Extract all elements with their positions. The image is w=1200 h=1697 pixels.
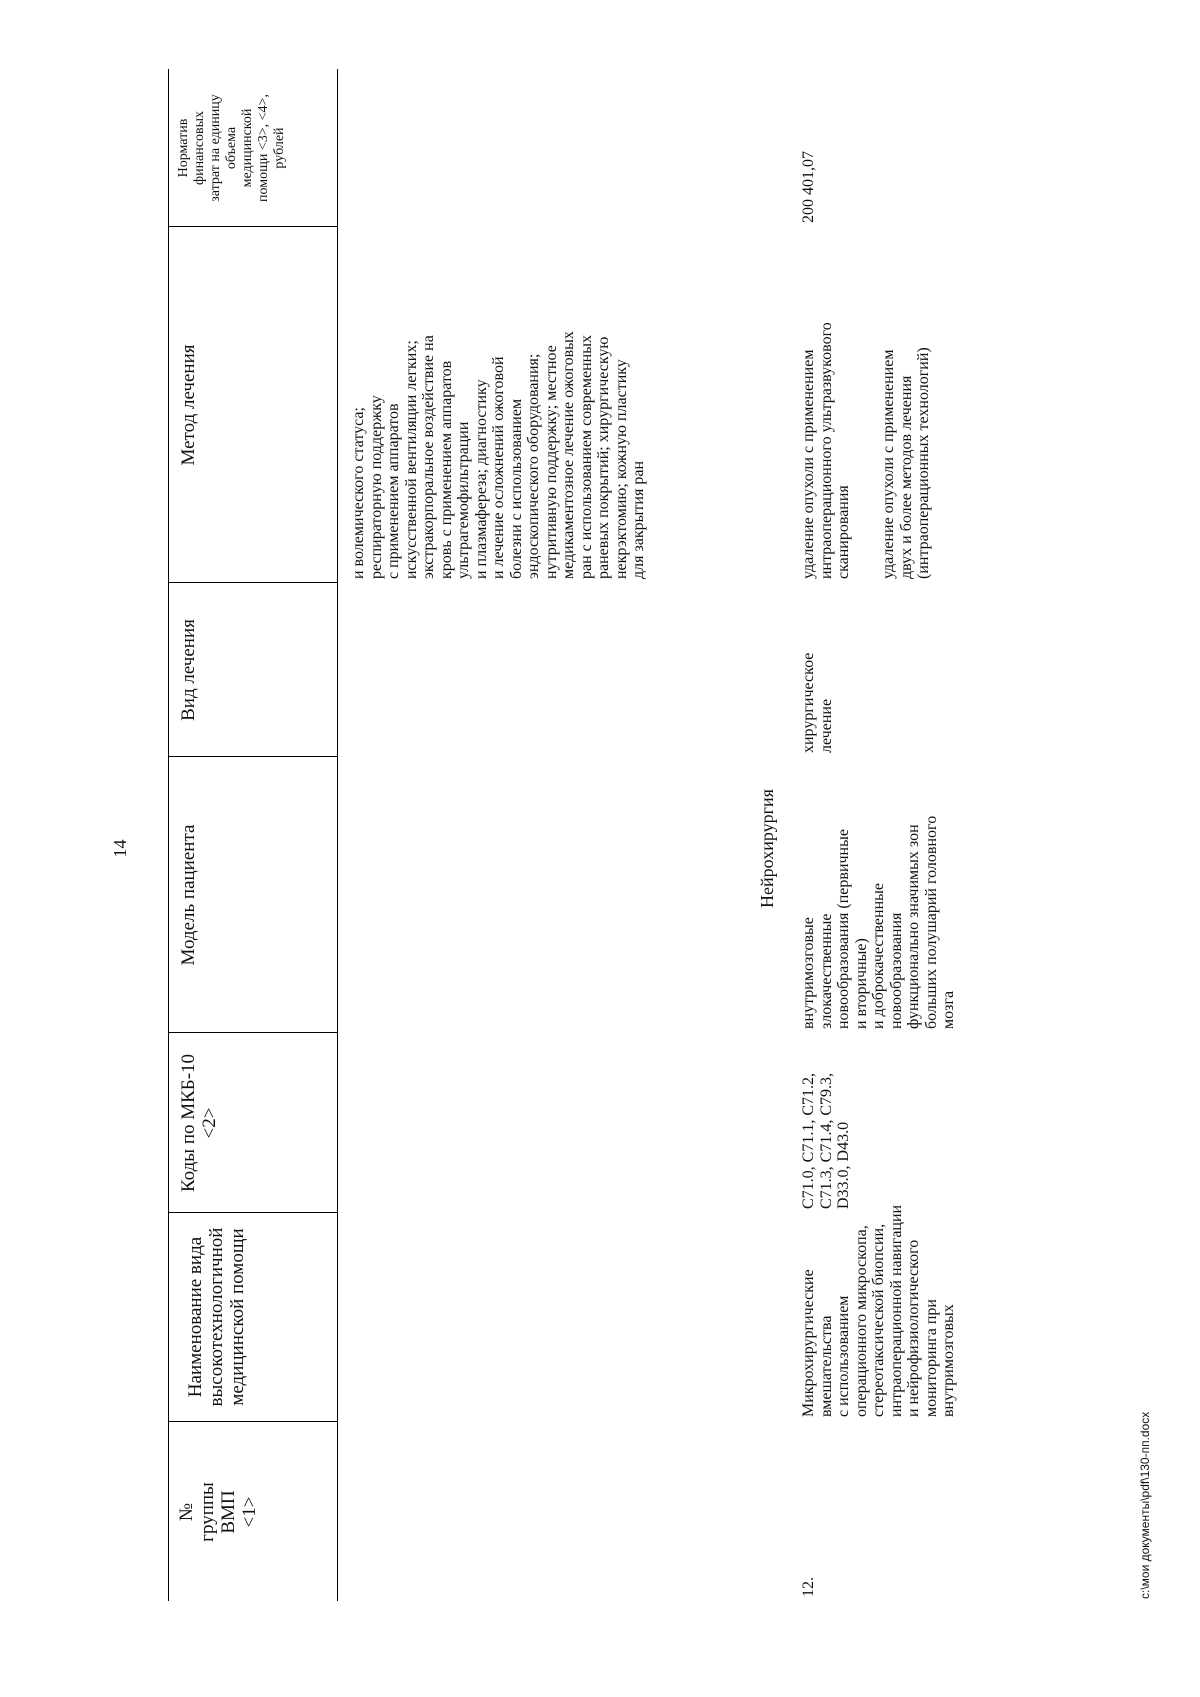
section-title: Нейрохирургия	[757, 789, 777, 908]
header-treatment-method: Метод лечения	[178, 344, 199, 466]
col-divider-6	[168, 226, 338, 227]
row-treatment-type: хирургическое лечение	[800, 652, 835, 753]
row-care-type-name: Микрохирургические вмешательства с использованием операционного микроскопа, стереотаксической биопсии, интраоперационной навигации и нейрофизиологического мониторинга при внутримозговых	[800, 1204, 957, 1417]
col-divider-5	[168, 582, 338, 583]
header-care-type-name: Наименование вида высокотехнологичной медицинской помощи	[185, 1227, 248, 1407]
header-icd-codes: Коды по МКБ-10 <2>	[178, 1053, 220, 1193]
table-header-bottom-rule	[337, 69, 338, 1601]
header-patient-model: Модель пациента	[178, 824, 199, 966]
col-divider-1	[168, 1421, 338, 1422]
page-number: 14	[110, 839, 130, 858]
footer-file-path: c:\мои документы\pdf\130-пп.docx	[1138, 1411, 1152, 1599]
row-icd-codes: C71.0, C71.1, C71.2, C71.3, C71.4, C79.3, D33.0, D43.0	[800, 1072, 852, 1209]
header-treatment-type: Вид лечения	[178, 619, 199, 721]
row-cost: 200 401,07	[800, 151, 817, 223]
row-patient-model: внутримозговые злокачественные новообразования (первичные и вторичные) и доброкачественные новообразования функционально значимых зон больших полушарий головного мозга	[800, 815, 957, 1029]
row-method-1: удаление опухоли с применением интраоперационного ультразвукового сканирования	[800, 322, 852, 579]
row-number: 12.	[800, 1577, 817, 1597]
header-group-number: № группы ВМП <1>	[176, 1482, 260, 1542]
col-divider-2	[168, 1212, 338, 1213]
row-method-2: удаление опухоли с применением двух и более методов лечения (интраоперационных технологий)	[880, 347, 932, 579]
col-divider-3	[168, 1032, 338, 1033]
col-divider-4	[168, 756, 338, 757]
table-top-rule	[168, 69, 169, 1601]
header-cost-standard: Норматив финансовых затрат на единицу объема медицинской помощи <3>, <4>, рублей	[176, 94, 287, 202]
continued-method-text: и волемического статуса; респираторную поддержку с применением аппаратов искусственной вентиляции легких; экстракорпоральное воздействие на кровь с применением аппаратов ультрагемофильтрации и плазмафереза; диагностику и лечение осложнений ожоговой болезни с использованием эндоскопического оборудования; нутритивную поддержку; местное медикаментозное лечение ожоговых ран с использованием современных раневых покрытий; хирургическую некрэктомию; кожную пластику для закрытия ран	[350, 331, 647, 579]
